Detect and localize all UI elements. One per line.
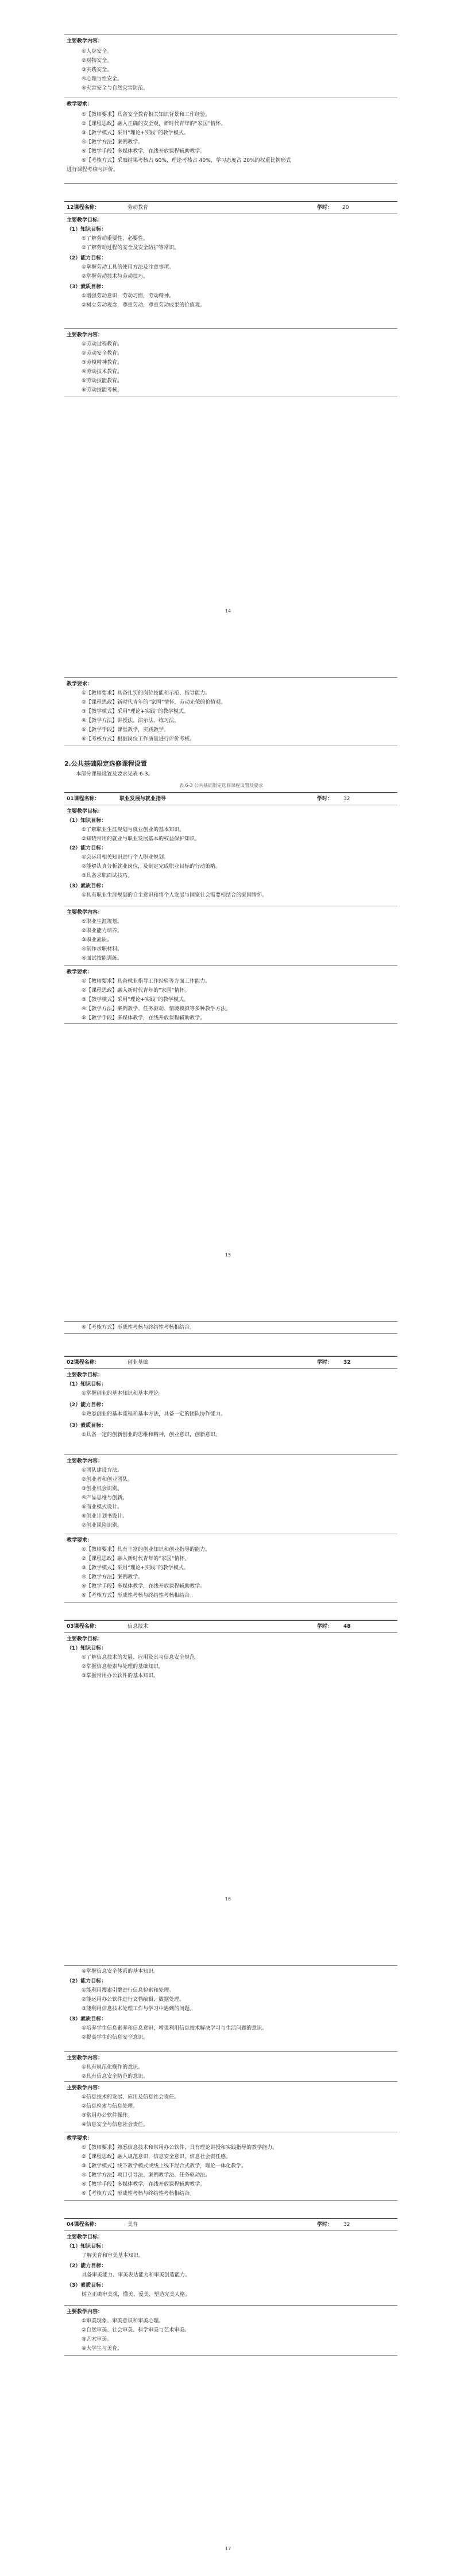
page-number: 16 xyxy=(225,1896,231,1902)
section-label: 主要教学内容： xyxy=(67,2085,103,2091)
list-item: ②了解劳动过程的安全及安全防护等常识。 xyxy=(82,245,180,251)
list-item: ②职业能力培养。 xyxy=(82,928,123,934)
list-item: ⑥【考核方式】形成性考核与终结性考核相结合。 xyxy=(82,1325,195,1330)
list-item: ②提高学生的信息安全意识。 xyxy=(82,2035,149,2040)
list-item: ①职业生涯规划。 xyxy=(82,919,123,925)
course-header xyxy=(64,1356,397,1369)
list-item: ⑤劳动技能教育。 xyxy=(82,378,123,384)
subsection-label: （2）能力目标： xyxy=(67,255,107,261)
hours-label: 学时： xyxy=(317,1360,333,1365)
hours-value: 20 xyxy=(342,205,349,211)
table-row xyxy=(64,677,397,746)
list-item: 进行课程考核与评价。 xyxy=(67,167,119,173)
subsection-label: （2）能力目标： xyxy=(67,1402,107,1408)
section-label: 教学要求： xyxy=(67,969,93,975)
list-item: ⑤【教学手段】多媒体教学，在线开放课程辅助教学。 xyxy=(82,2182,206,2187)
subsection-label: （1）知识目标： xyxy=(67,2244,107,2249)
list-item: ⑤【教学手段】多媒体教学，在线开放课程辅助教学。 xyxy=(82,1015,206,1021)
course-header xyxy=(64,2218,397,2231)
list-item: ②【课程思政】融入新时代青年的“家国”情怀。 xyxy=(82,988,190,994)
list-item: ⑤面试技能训练。 xyxy=(82,956,123,961)
subsection-label: （3）素质目标： xyxy=(67,1423,107,1429)
section-label: 主要教学目标： xyxy=(67,809,103,814)
section-label: 主要教学内容： xyxy=(67,1458,103,1464)
section-label: 主要教学内容： xyxy=(67,332,103,338)
course-name: 劳动教育 xyxy=(127,205,149,211)
list-item: ③【教学模式】采用“理论+实践”的教学模式。 xyxy=(82,130,189,136)
list-item: ③创业机会识别。 xyxy=(82,1486,123,1492)
hours-value: 48 xyxy=(343,1624,351,1630)
list-item: ④【教学方法】案例教学。 xyxy=(82,139,144,145)
list-item: ②能够认真分析就业岗位，及制定完成职业目标的行动策略。 xyxy=(82,864,221,870)
list-item: ③【教学模式】采用“理论+实践”的教学模式。 xyxy=(82,709,189,715)
table-row xyxy=(64,906,397,966)
list-item: ⑥【考核方式】形成性考核与终结性考核相结合。 xyxy=(82,2191,195,2197)
list-item: ①【教师要求】具备安全教育相关知识背景和工作经验。 xyxy=(82,112,211,118)
course-number-label: 02课程名称： xyxy=(67,1360,100,1365)
list-item: ②能运用办公软件进行文档编辑、数据处理。 xyxy=(82,1997,185,2003)
section-label: 教学要求： xyxy=(67,1538,93,1543)
list-item: ⑥【考核方式】根据岗位工作质量进行评价考核。 xyxy=(82,736,195,742)
subsection-label: （3）素质目标： xyxy=(67,2016,107,2022)
table-row xyxy=(64,2051,397,2082)
hours-label: 学时： xyxy=(317,205,333,211)
subsection-label: （3）素质目标： xyxy=(67,2283,107,2288)
list-item: ①具备一定的创新创业的思维和精神，创业意识，创新意识。 xyxy=(82,1432,221,1438)
list-item: ④掌握信息安全体系的基本知识。 xyxy=(82,1969,159,1974)
list-item: ④产品思维与创新。 xyxy=(82,1495,128,1501)
section-label: 主要教学内容： xyxy=(67,2309,103,2315)
table-row xyxy=(64,2081,397,2132)
page-number: 15 xyxy=(225,1252,231,1258)
list-item: ①劳动过程教育。 xyxy=(82,342,123,347)
table-row xyxy=(64,34,397,97)
list-item: ③【教学模式】线下教学模式或线上线下混合式教学，理论一体化教学。 xyxy=(82,2163,247,2169)
course-number-label: 03课程名称： xyxy=(67,1624,100,1630)
subsection-label: （1）知识目标： xyxy=(67,1646,107,1651)
list-item: ①了解信息技术的发展、应用及其与信息安全规范。 xyxy=(82,1655,200,1661)
list-item: ①了解职业生涯规划与就业创业的基本知识。 xyxy=(82,827,185,833)
list-item: ①【教师要求】熟悉信息技术和常用办公软件，具有理论讲授和实践指导的教学能力。 xyxy=(82,2145,278,2151)
list-item: ⑤商业模式设计。 xyxy=(82,1504,123,1510)
list-item: ①增强劳动意识，劳动习惯，劳动精神。 xyxy=(82,293,175,299)
list-item: ①培养学生信息素养和信息意识，增强利用信息技术解决学习与生活问题的意识。 xyxy=(82,2026,268,2031)
section-label: 教学要求： xyxy=(67,102,93,107)
course-name: 美育 xyxy=(127,2222,138,2228)
course-number-label: 04课程名称： xyxy=(67,2222,100,2228)
list-item: ①【教师要求】具备就业指导工作经验等方面工作能力。 xyxy=(82,979,211,984)
list-item: ①能利用搜索引擎进行信息检索和处理。 xyxy=(82,1988,175,1993)
list-item: ④【教学方法】案例教学、任务驱动、情境模拟等多种教学方法。 xyxy=(82,1006,231,1012)
page-16 xyxy=(0,1288,456,1932)
list-item: ③具备求职面试技巧。 xyxy=(82,873,133,879)
table-row xyxy=(64,98,397,184)
hours-value: 32 xyxy=(343,796,350,802)
list-item: ②自然审美、社会审美、科学审美与艺术审美。 xyxy=(82,2327,190,2333)
list-item: ④大学生与美育。 xyxy=(82,2346,123,2352)
course-number-label: 12课程名称： xyxy=(67,205,100,211)
list-item: ⑥劳动技能考核。 xyxy=(82,387,123,393)
table-row xyxy=(64,328,397,397)
list-item: ④【教学方法】项目引导法、案例教学法、任务驱动法。 xyxy=(82,2172,211,2178)
list-item: ③【教学模式】采用“理论+实践”的教学模式。 xyxy=(82,997,189,1003)
list-item: ④信息安全与信息社会责任。 xyxy=(82,2122,149,2128)
list-item: ③能利用信息技术处理工作与学习中遇到的问题。 xyxy=(82,2006,195,2012)
course-name: 创业基础 xyxy=(127,1360,149,1365)
list-item: ①团队建设方法。 xyxy=(82,1468,123,1473)
list-item: ③常用办公软件操作。 xyxy=(82,2113,133,2119)
course-header xyxy=(64,1620,397,1633)
section-label: 主要教学目标： xyxy=(67,1636,103,1642)
hours-value: 32 xyxy=(343,2222,350,2228)
list-item: 了解美育和审美基本知识。 xyxy=(82,2253,144,2259)
list-item: ②创业者和创业团队。 xyxy=(82,1477,133,1483)
list-item: ②掌握信息检索与处理的基础知识。 xyxy=(82,1664,164,1670)
section-label: 主要教学目标： xyxy=(67,1372,103,1378)
list-item: ②劳动安全教育。 xyxy=(82,351,123,356)
list-item: ①掌握创业的基本知识和基本理论。 xyxy=(82,1391,164,1396)
table-row xyxy=(64,1965,397,2052)
table-row xyxy=(64,2132,397,2201)
subsection-label: （2）能力目标： xyxy=(67,2263,107,2269)
list-item: ⑥【考核方式】采取结果考核占 60%，理论考核占 40%，学习态度占 20%的权重比例形式 xyxy=(82,158,291,164)
hours-value: 32 xyxy=(343,1360,351,1365)
list-item: ③掌握常用办公软件的基本知识。 xyxy=(82,1673,159,1679)
table-row xyxy=(64,2230,397,2306)
list-item: ②掌握劳动技术与劳动技巧。 xyxy=(82,274,149,280)
table-row xyxy=(64,805,397,906)
section-label: 主要教学内容： xyxy=(67,910,103,915)
list-item: ④劳动技术教育。 xyxy=(82,369,123,375)
list-item: ⑤【教学手段】多媒体教学，在线开放课程辅助教学。 xyxy=(82,1584,206,1589)
list-item: 树立正确审美观，懂美、爱美、塑造完美人格。 xyxy=(82,2292,191,2298)
course-name: 职业发展与就业指导 xyxy=(119,796,167,802)
list-item: ②财物安全。 xyxy=(82,58,113,64)
section-label: 主要教学内容： xyxy=(67,38,103,44)
list-item: 具备审美能力、审美表达能力和审美创造能力。 xyxy=(82,2272,191,2278)
section-subtitle: 本部分课程设置及要求见表 6-3。 xyxy=(76,771,153,777)
page-17 xyxy=(0,1932,456,2576)
list-item: ③职业素质。 xyxy=(82,937,113,943)
list-item: ①人身安全。 xyxy=(82,49,113,55)
section-label: 教学要求： xyxy=(67,2136,93,2142)
table-row xyxy=(64,2305,397,2356)
list-item: ②【课程思政】融入正确的安全观，新时代青年的“家国”情怀。 xyxy=(82,121,226,127)
list-item: ④心理与性安全。 xyxy=(82,76,123,82)
list-item: ①审美现象、审美意识和审美心理。 xyxy=(82,2318,164,2324)
list-item: ②【课程思政】融入新时代青年的“家国”情怀。 xyxy=(82,1556,190,1562)
section-label: 主要教学目标： xyxy=(67,2234,103,2240)
subsection-label: （2）能力目标： xyxy=(67,1978,107,1984)
list-item: ⑥【考核方式】形成性考核与终结性考核相结合。 xyxy=(82,1593,195,1599)
hours-label: 学时： xyxy=(317,1624,333,1630)
subsection-label: （3）素质目标： xyxy=(67,883,107,889)
course-header xyxy=(64,201,397,214)
list-item: ①熟悉创业的基本流程和基本方法，具备一定的团队协作能力。 xyxy=(82,1411,226,1417)
table-row xyxy=(64,1534,397,1603)
table-row xyxy=(64,1368,397,1455)
table-row xyxy=(64,1321,397,1334)
list-item: ③劳模精神教育。 xyxy=(82,360,123,366)
list-item: ⑦创业风险识别。 xyxy=(82,1523,123,1528)
subsection-label: （1）知识目标： xyxy=(67,818,107,824)
subsection-label: （1）知识目标： xyxy=(67,227,107,232)
table-caption: 表 6-3 公共基础限定选修课程设置及要求 xyxy=(179,783,264,788)
page-15 xyxy=(0,644,456,1288)
section-label: 教学要求： xyxy=(67,681,93,687)
course-number-label: 01课程名称： xyxy=(67,796,100,802)
list-item: ③艺术审美。 xyxy=(82,2337,113,2342)
list-item: ①掌握劳动工具的使用方法及注意事项。 xyxy=(82,265,175,270)
list-item: ②树立劳动观念，尊重劳动，尊重劳动成果的价值观。 xyxy=(82,302,206,308)
page-number: 17 xyxy=(225,2546,231,2551)
table-row xyxy=(64,965,397,1024)
subsection-label: （1）知识目标： xyxy=(67,1382,107,1387)
course-name: 信息技术 xyxy=(127,1624,149,1630)
list-item: ①【教师要求】具备扎实的岗位技能和示范、指导能力。 xyxy=(82,690,211,696)
table-row xyxy=(64,1632,397,1685)
page-14 xyxy=(0,0,456,644)
list-item: ②具有信息安全防范的意识。 xyxy=(82,2074,149,2080)
list-item: ①具有规范化操作的意识。 xyxy=(82,2065,144,2070)
section-label: 主要教学目标： xyxy=(67,218,103,223)
list-item: ③【教学模式】采用“理论+实践”的教学模式。 xyxy=(82,1565,189,1571)
list-item: ④【教学方法】案例教学。 xyxy=(82,1574,144,1580)
table-row xyxy=(64,214,397,329)
table-row xyxy=(64,1454,397,1534)
course-header xyxy=(64,792,397,805)
list-item: ①【教师要求】具有丰富的创业知识和创业指导的能力。 xyxy=(82,1547,211,1553)
subsection-label: （3）素质目标： xyxy=(67,284,107,290)
list-item: ⑤【教学手段】多媒体教学，在线开放课程辅助教学。 xyxy=(82,149,206,154)
list-item: ①具有职业生涯规划的自主意识和将个人发展与国家社会需要相结合的家国情怀。 xyxy=(82,893,268,898)
list-item: ④制作求职材料。 xyxy=(82,946,123,952)
subsection-label: （2）能力目标： xyxy=(67,845,107,851)
list-item: ④【教学方法】讲授法、演示法、练习法。 xyxy=(82,718,180,724)
list-item: ②【课程思政】融入规范意识，信息安全意识，信息社会责任感。 xyxy=(82,2154,231,2160)
list-item: ①信息技术的发展、应用及信息社会责任。 xyxy=(82,2094,180,2100)
hours-label: 学时： xyxy=(317,2222,333,2228)
list-item: ⑤【教学手段】课堂教学，实践教学。 xyxy=(82,727,169,733)
list-item: ③实践安全。 xyxy=(82,67,113,73)
section-label: 主要教学内容： xyxy=(67,2055,103,2061)
hours-label: 学时： xyxy=(317,796,333,802)
list-item: ⑤灾害安全与自然灾害防范。 xyxy=(82,86,149,91)
list-item: ②信息检索与信息处理。 xyxy=(82,2104,138,2109)
section-heading: 2.公共基础限定选修课程设置 xyxy=(64,760,147,767)
list-item: ②知晓常用的就业与职业发展基本的权益保护知识。 xyxy=(82,836,200,842)
list-item: ①了解劳动重要性、必要性。 xyxy=(82,236,149,242)
page-number: 14 xyxy=(225,608,231,614)
list-item: ①会运用相关知识进行个人职业规划。 xyxy=(82,855,169,860)
list-item: ⑥创业计划书设计。 xyxy=(82,1514,128,1519)
list-item: ②【课程思政】新时代青年的“家国”情怀，劳动光荣的价值观。 xyxy=(82,700,226,705)
